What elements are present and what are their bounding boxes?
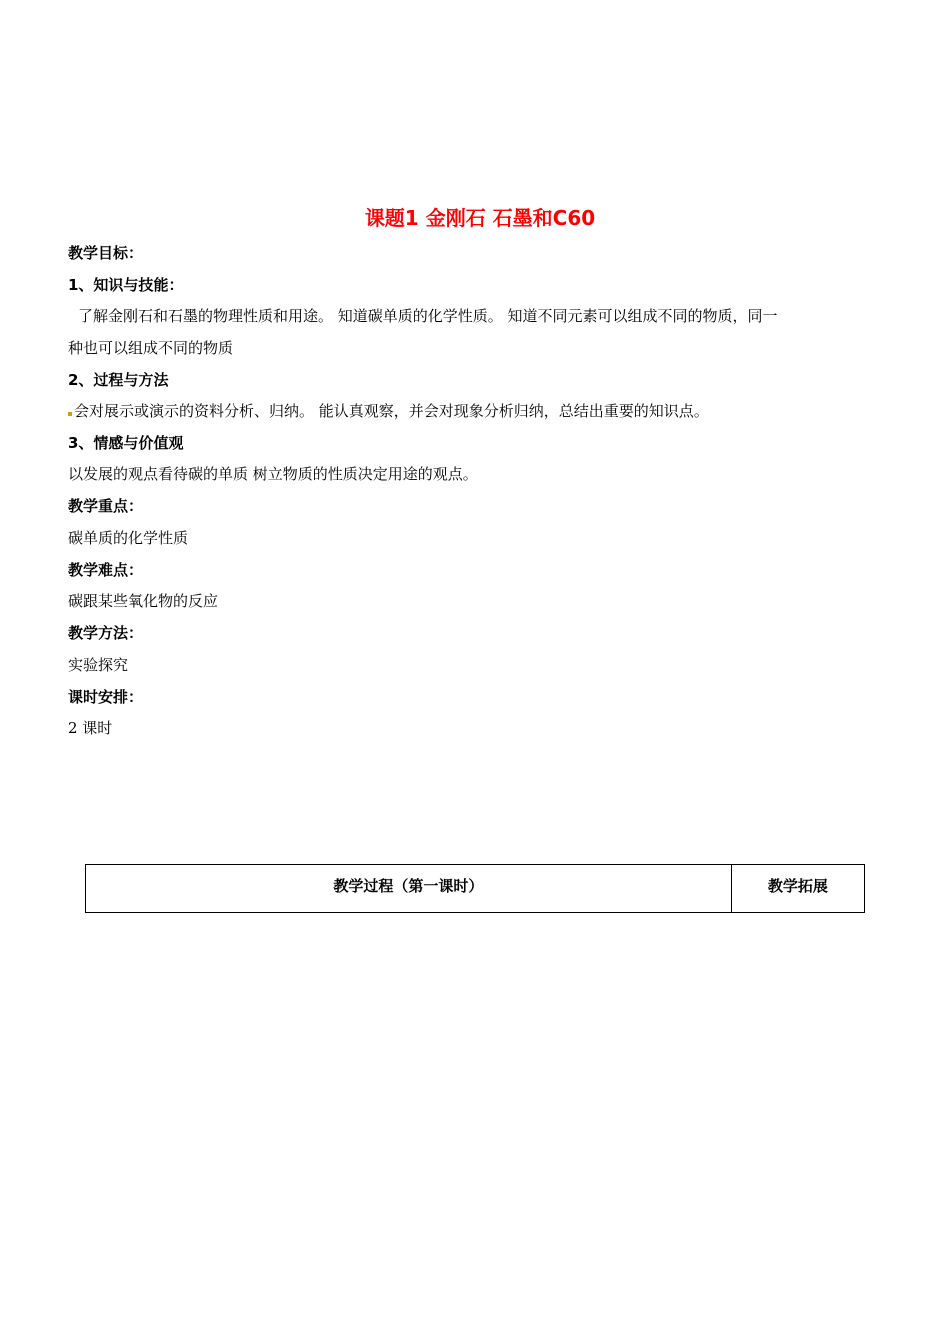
lesson-title: 课题1 金刚石 石墨和C60 (364, 206, 596, 230)
objectives-heading: 教学目标： (68, 244, 144, 262)
knowledge-line-1: 了解金刚石和石墨的物理性质和用途。 知道碳单质的化学性质。 知道不同元素可以组成不同的物质，同一 (78, 307, 778, 325)
edit-mark-icon (68, 412, 72, 416)
emotion-heading: 3、情感与价值观 (68, 434, 184, 452)
method-text: 实验探究 (68, 656, 129, 674)
difficulty-heading: 教学难点： (68, 561, 144, 579)
key-point-text: 碳单质的化学性质 (68, 529, 189, 547)
method-heading: 教学方法： (68, 624, 144, 642)
process-method-heading: 2、过程与方法 (68, 371, 169, 389)
process-method-line (68, 401, 709, 421)
emotion-text: 以发展的观点看待碳的单质 树立物质的性质决定用途的观点。 (68, 465, 478, 483)
extension-header-cell: 教学拓展 (731, 865, 864, 913)
knowledge-heading: 1、知识与技能： (68, 276, 184, 294)
knowledge-line-2: 种也可以组成不同的物质 (68, 339, 234, 357)
process-header-cell: 教学过程（第一课时） (86, 865, 732, 913)
table-row (86, 865, 865, 913)
teaching-process-table (85, 864, 865, 913)
schedule-heading: 课时安排： (68, 688, 144, 706)
process-method-text: 会对展示或演示的资料分析、归纳。 能认真观察，并会对现象分析归纳，总结出重要的知识点。 (74, 402, 709, 420)
difficulty-text: 碳跟某些氧化物的反应 (68, 592, 219, 610)
schedule-text: 2 课时 (68, 719, 113, 737)
key-point-heading: 教学重点： (68, 497, 144, 515)
